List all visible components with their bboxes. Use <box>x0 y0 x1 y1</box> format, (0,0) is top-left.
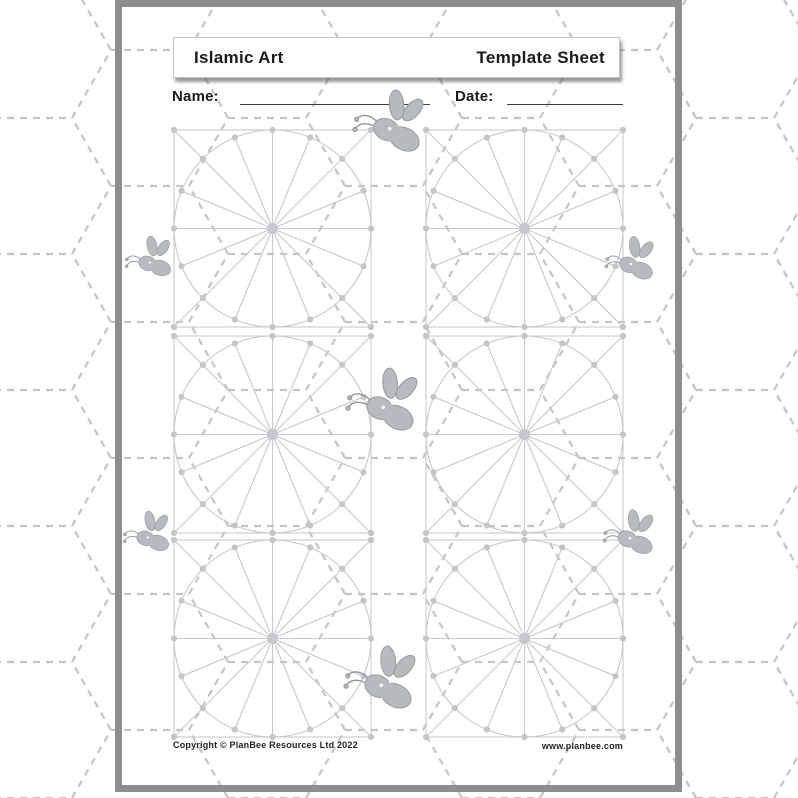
worksheet-title: Template Sheet <box>476 47 605 67</box>
date-label: Date: <box>455 88 494 105</box>
worksheet-subject: Islamic Art <box>194 47 284 67</box>
bee-icon <box>353 90 427 156</box>
bee-icon <box>122 233 177 284</box>
bee-icon <box>120 508 175 559</box>
copyright-text: Copyright © PlanBee Resources Ltd 2022 <box>173 740 358 750</box>
bee-icon <box>603 235 658 285</box>
name-label: Name: <box>172 88 219 105</box>
bee-icon <box>601 508 658 560</box>
bee-icon <box>346 368 421 435</box>
website-text: www.planbee.com <box>541 741 623 751</box>
bee-icon <box>344 646 419 713</box>
